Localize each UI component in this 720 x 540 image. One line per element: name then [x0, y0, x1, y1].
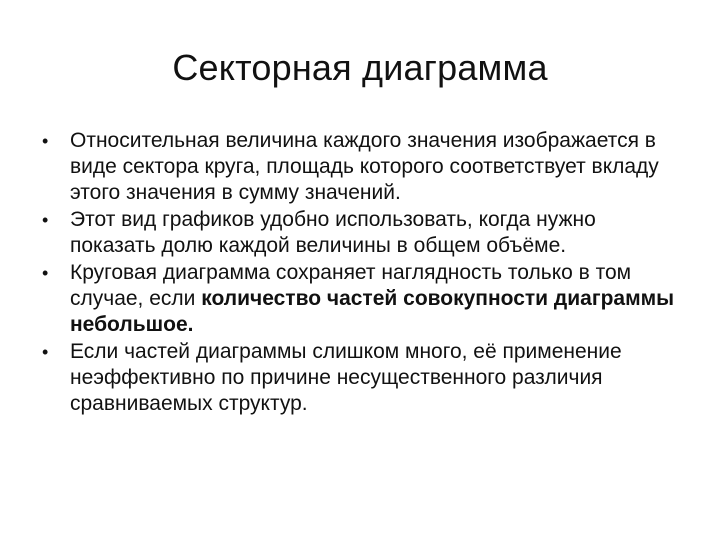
bullet-text-part: Этот вид графиков удобно использовать, когда нужно показать долю каждой величины в общем объёме.: [70, 208, 596, 257]
bullet-text-part: Относительная величина каждого значения изображается в виде сектора круга, площадь которого соответствует вкладу этого значения в сумму значений.: [70, 129, 659, 204]
bullet-dot-icon: •: [42, 131, 49, 151]
bullet-item: [42, 260, 682, 338]
slide-title: Секторная диаграмма: [172, 47, 548, 88]
bullet-dot-icon: •: [42, 263, 49, 283]
bullet-dot-icon: •: [42, 210, 49, 230]
bullet-text-part: Круговая диаграмма сохраняет наглядность только в том случае, если: [70, 261, 632, 310]
bullet-list: [42, 128, 682, 418]
bullet-text-part: Если частей диаграммы слишком много, её применение неэффективно по причине несущественного различия сравниваемых структур.: [70, 340, 622, 415]
bullet-item: [42, 339, 682, 417]
bullet-item: [42, 128, 682, 206]
bullet-bold-text-part: количество частей совокупности диаграммы небольшое.: [70, 287, 675, 336]
bullet-dot-icon: •: [42, 342, 49, 362]
bullet-item: [42, 207, 682, 259]
